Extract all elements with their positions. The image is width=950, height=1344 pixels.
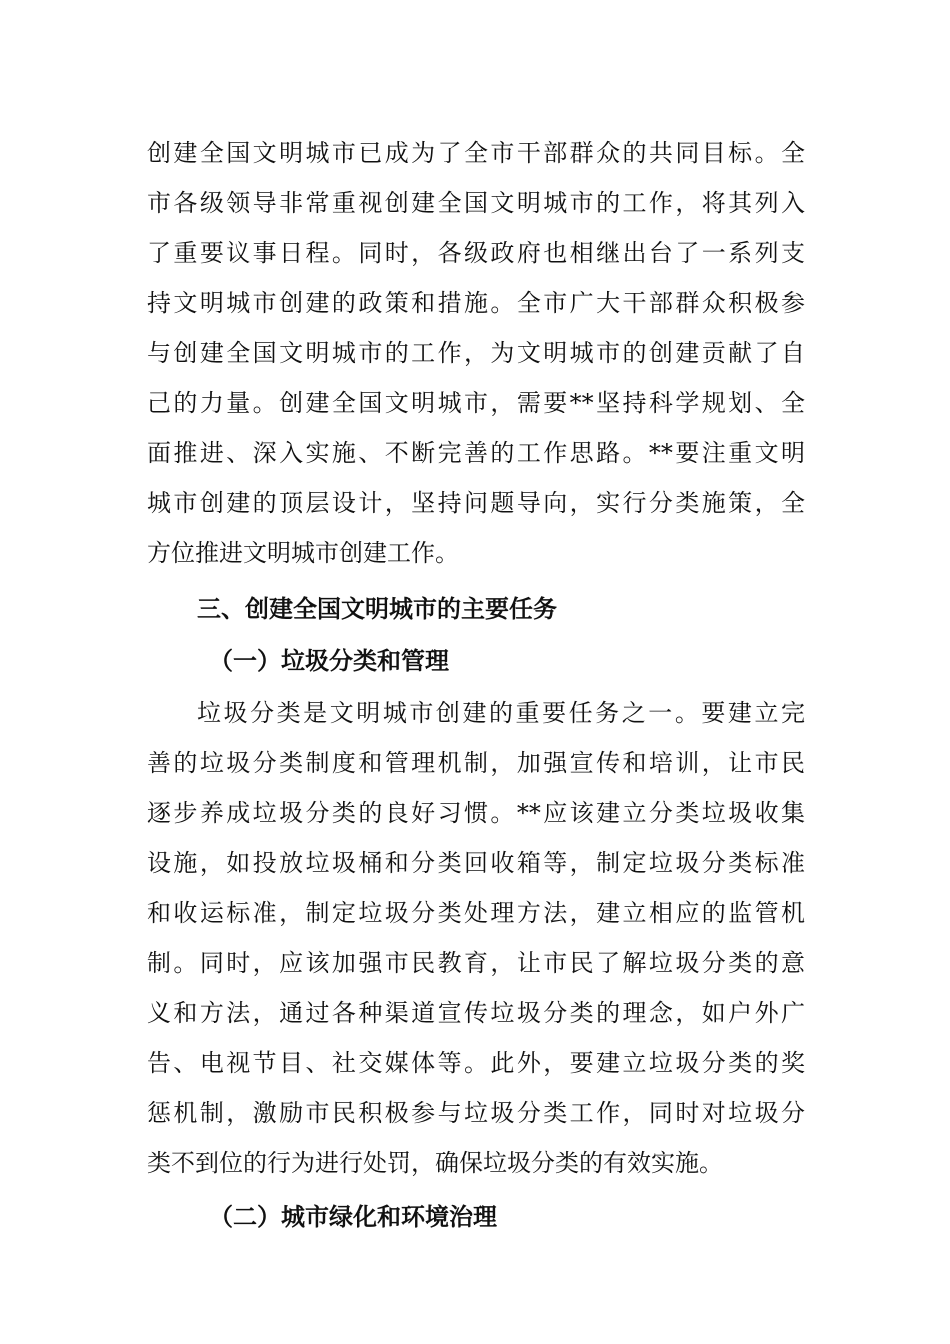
text-line: 惩机制，激励市民积极参与垃圾分类工作，同时对垃圾分 — [147, 1099, 805, 1127]
text-line: 持文明城市创建的政策和措施。全市广大干部群众积极参 — [147, 289, 805, 317]
text-line: 义和方法，通过各种渠道宣传垃圾分类的理念，如户外广 — [147, 999, 805, 1027]
document-body — [147, 128, 805, 1240]
text-line: 了重要议事日程。同时，各级政府也相继出台了一系列支 — [147, 239, 805, 267]
text-line: 面推进、深入实施、不断完善的工作思路。**要注重文明 — [147, 439, 805, 467]
section-heading: 三、创建全国文明城市的主要任务 — [197, 595, 557, 623]
text-line: 己的力量。创建全国文明城市，需要**坚持科学规划、全 — [147, 389, 805, 417]
paragraph-1 — [147, 128, 805, 578]
text-line: 与创建全国文明城市的工作，为文明城市的创建贡献了自 — [147, 339, 805, 367]
subsection-heading-2: （二）城市绿化和环境治理 — [209, 1203, 497, 1231]
text-line: 善的垃圾分类制度和管理机制，加强宣传和培训，让市民 — [147, 749, 805, 777]
text-line: 设施，如投放垃圾桶和分类回收箱等，制定垃圾分类标准 — [147, 849, 805, 877]
text-line: 创建全国文明城市已成为了全市干部群众的共同目标。全 — [147, 139, 805, 167]
text-line: 告、电视节目、社交媒体等。此外，要建立垃圾分类的奖 — [147, 1049, 805, 1077]
subsection-heading-1: （一）垃圾分类和管理 — [209, 647, 449, 675]
text-line: 逐步养成垃圾分类的良好习惯。**应该建立分类垃圾收集 — [147, 799, 805, 827]
text-line: 制。同时，应该加强市民教育，让市民了解垃圾分类的意 — [147, 949, 805, 977]
text-line: 城市创建的顶层设计，坚持问题导向，实行分类施策，全 — [147, 489, 805, 517]
text-line: 和收运标准，制定垃圾分类处理方法，建立相应的监管机 — [147, 899, 805, 927]
text-line: 市各级领导非常重视创建全国文明城市的工作，将其列入 — [147, 189, 805, 217]
paragraph-2 — [147, 688, 805, 1188]
text-line: 垃圾分类是文明城市创建的重要任务之一。要建立完 — [197, 699, 805, 727]
text-line: 方位推进文明城市创建工作。 — [147, 539, 459, 567]
text-line: 类不到位的行为进行处罚，确保垃圾分类的有效实施。 — [147, 1149, 723, 1177]
